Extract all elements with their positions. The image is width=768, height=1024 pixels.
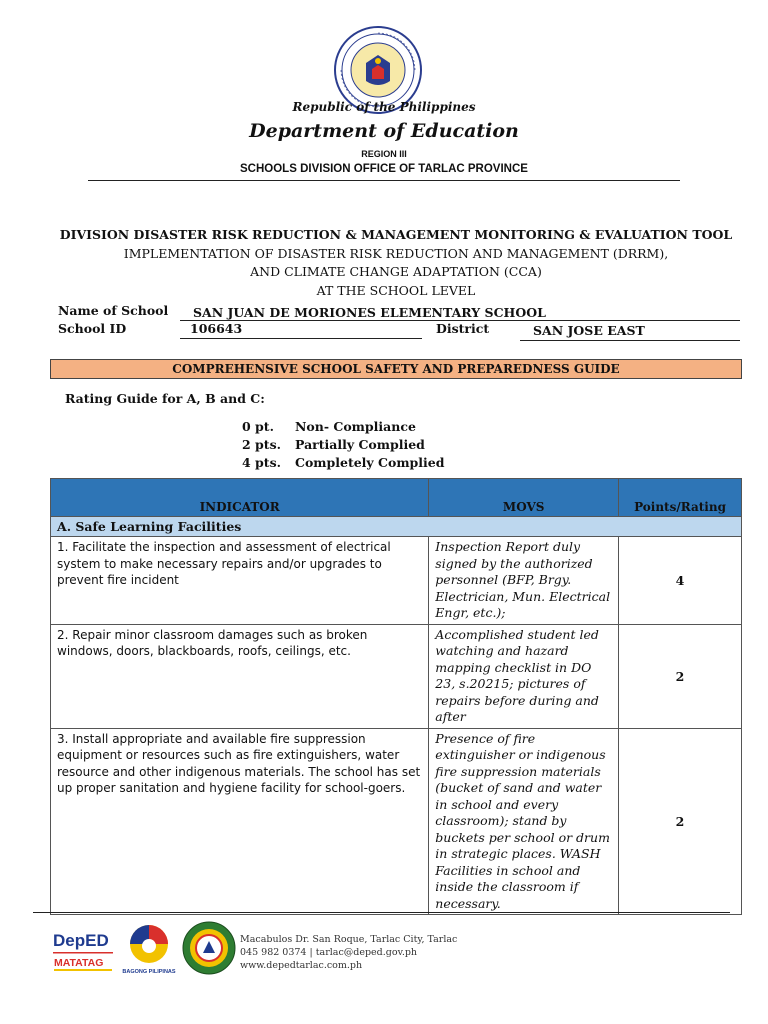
indicator-table <box>50 478 742 915</box>
rating-points: 4 pts. <box>242 455 281 470</box>
deped-matatag-logo <box>50 926 116 974</box>
section-banner: COMPREHENSIVE SCHOOL SAFETY AND PREPAREDNESS GUIDE <box>50 359 742 379</box>
rating-points: 0 pt. <box>242 419 274 434</box>
column-header-movs: MOVS <box>429 479 619 517</box>
contact-line[interactable]: 045 982 0374 | tarlac@deped.gov.ph <box>240 947 418 958</box>
movs-cell: Accomplished student led watching and hazard mapping checklist in DO 23, s.20215; pictures of repairs before during and after <box>429 624 619 728</box>
indicator-cell: 1. Facilitate the inspection and assessment of electrical system to make necessary repairs and/or upgrades to prevent fire incident <box>51 537 429 625</box>
points-cell[interactable]: 2 <box>619 624 742 728</box>
svg-text:MATATAG: MATATAG <box>54 957 104 969</box>
movs-cell: Presence of fire extinguisher or indigenous fire suppression materials (bucket of sand and water in school and every classroom); stand by buckets per school or drum in strategic places. WASH Facilities in school and inside the classroom if necessary. <box>429 728 619 915</box>
department-heading: Department of Education <box>249 120 519 142</box>
indicator-cell: 3. Install appropriate and available fire suppression equipment or resources such as fire extinguishers, water resource and other indigenous materials. The school has set up proper sanitation and hygiene facility for school-goers. <box>51 728 429 915</box>
points-cell[interactable]: 4 <box>619 537 742 625</box>
rating-label: Partially Complied <box>295 437 425 452</box>
school-id-value: 106643 <box>190 321 243 336</box>
points-cell[interactable]: 2 <box>619 728 742 915</box>
school-name-value: SAN JUAN DE MORIONES ELEMENTARY SCHOOL <box>193 305 546 320</box>
footer-divider <box>33 912 730 913</box>
table-row <box>51 537 742 625</box>
rating-guide-title: Rating Guide for A, B and C: <box>65 391 265 406</box>
republic-heading: Republic of the Philippines <box>292 100 476 114</box>
column-header-points: Points/Rating <box>619 479 742 517</box>
rating-guide-item <box>242 437 425 452</box>
region-label: REGION III <box>361 149 407 159</box>
rating-label: Completely Complied <box>295 455 445 470</box>
movs-cell: Inspection Report duly signed by the authorized personnel (BFP, Brgy. Electrician, Mun. Electrical Engr, etc.); <box>429 537 619 625</box>
indicator-cell: 2. Repair minor classroom damages such as broken windows, doors, blackboards, roofs, ceilings, etc. <box>51 624 429 728</box>
svg-text:DepED: DepED <box>53 931 109 950</box>
table-header-row <box>51 479 742 517</box>
subtitle-line-3: AT THE SCHOOL LEVEL <box>316 283 476 298</box>
district-label: District <box>436 321 490 336</box>
rating-label: Non- Compliance <box>295 419 416 434</box>
bagong-pilipinas-logo <box>119 922 179 976</box>
svg-text:BAGONG PILIPINAS: BAGONG PILIPINAS <box>122 969 176 975</box>
division-office-label: SCHOOLS DIVISION OFFICE OF TARLAC PROVINCE <box>240 163 528 175</box>
document-title: DIVISION DISASTER RISK REDUCTION & MANAGEMENT MONITORING & EVALUATION TOOL <box>59 227 733 242</box>
district-underline <box>520 340 740 341</box>
website-link[interactable]: www.depedtarlac.com.ph <box>240 960 363 971</box>
school-id-underline <box>180 338 422 339</box>
section-row <box>51 517 742 537</box>
section-title: A. Safe Learning Facilities <box>51 517 742 537</box>
subtitle-line-1: IMPLEMENTATION OF DISASTER RISK REDUCTION AND MANAGEMENT (DRRM), <box>123 246 669 261</box>
school-id-label: School ID <box>58 321 127 336</box>
school-name-label: Name of School <box>58 303 169 318</box>
table-row <box>51 728 742 915</box>
subtitle-line-2: AND CLIMATE CHANGE ADAPTATION (CCA) <box>250 264 542 279</box>
column-header-indicator: INDICATOR <box>51 479 429 517</box>
sdo-tarlac-seal-logo <box>182 921 236 975</box>
district-value: SAN JOSE EAST <box>533 323 645 338</box>
rating-guide-item <box>242 419 416 434</box>
rating-points: 2 pts. <box>242 437 281 452</box>
header-divider <box>88 180 680 181</box>
footer-address <box>240 933 457 972</box>
address-line: Macabulos Dr. San Roque, Tarlac City, Tarlac <box>240 934 458 945</box>
rating-guide-item <box>242 455 445 470</box>
table-row <box>51 624 742 728</box>
